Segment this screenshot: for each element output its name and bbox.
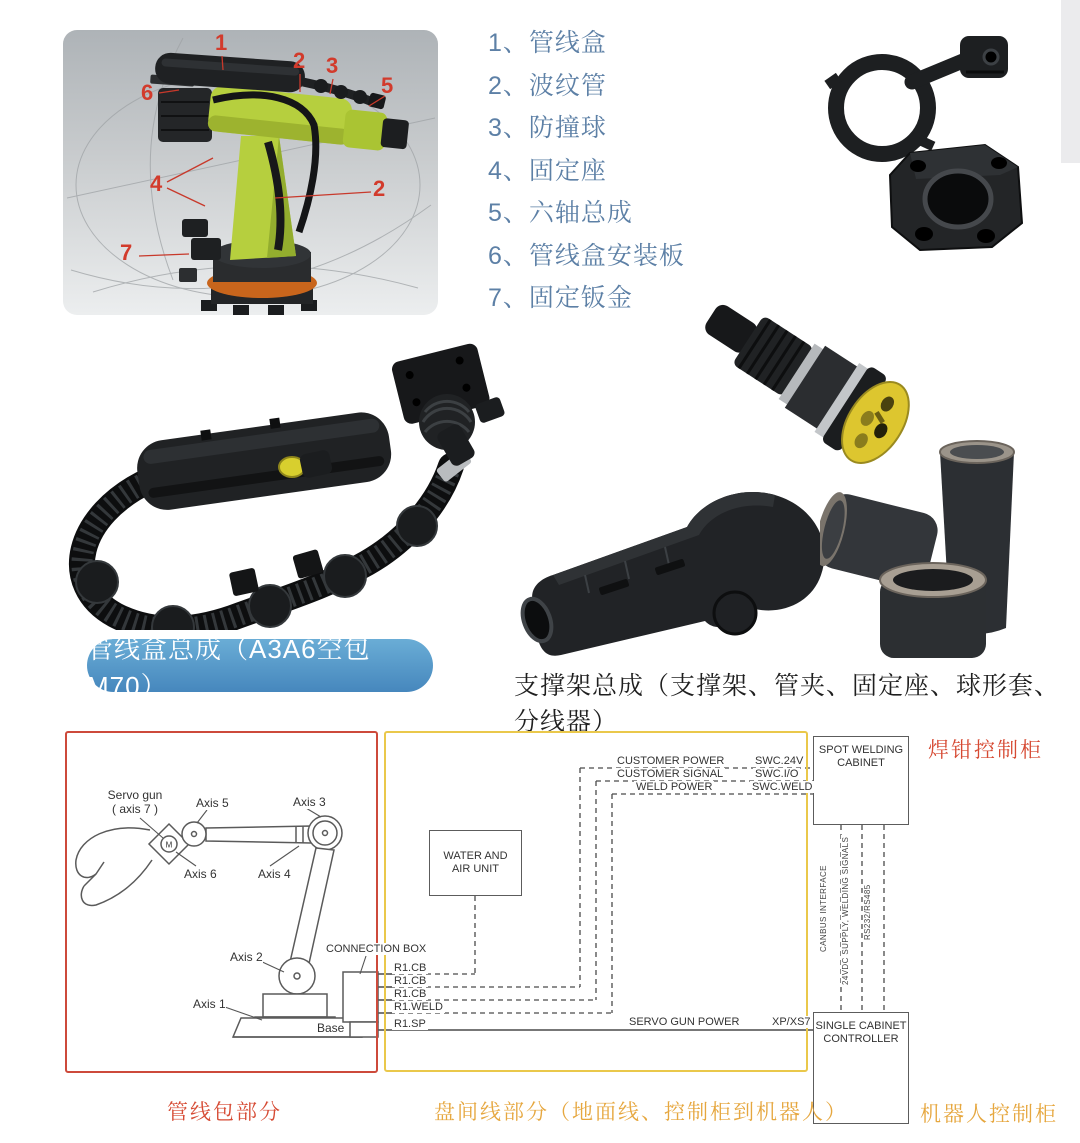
- connection-box-label: CONNECTION BOX: [326, 943, 427, 955]
- base-label: Base: [317, 1021, 345, 1035]
- motor-symbol: M: [165, 840, 173, 850]
- photo-support-bracket-assembly: [515, 455, 845, 665]
- callout-1: 1: [215, 30, 228, 55]
- servo-gun-line2: ( axis 7 ): [111, 802, 158, 816]
- caption-robot-cabinet: 机器人控制柜: [920, 1103, 1058, 1126]
- cable-code-swcio: SWC.I/O: [755, 768, 799, 780]
- parts-list: [488, 22, 788, 320]
- servo-gun-power-label: SERVO GUN POWER: [629, 1016, 740, 1028]
- cable-code-swcweld: SWC.WELD: [752, 781, 813, 793]
- photo-clamp-block: [880, 135, 1030, 260]
- page-edge-strip: [1061, 0, 1080, 163]
- axis6-label: Axis 6: [184, 867, 217, 881]
- xpxs7-label: XP/XS7: [772, 1016, 811, 1028]
- parts-list-item: 4、固定座: [488, 156, 607, 185]
- cable-name-customer-power: CUSTOMER POWER: [617, 755, 725, 767]
- parts-list-item: 7、固定钣金: [488, 284, 633, 312]
- cable-name-customer-signal: CUSTOMER SIGNAL: [617, 768, 724, 780]
- r1cb-label-1: R1.CB: [394, 962, 427, 974]
- r1cb-label-2: R1.CB: [394, 975, 427, 987]
- canbus-interface-label: CANBUS INTERFACE: [819, 865, 828, 952]
- axis3-label: Axis 3: [293, 795, 326, 809]
- 24vdc-supply-label: 24VDC SUPPLY, WELDING SIGNALS: [841, 836, 850, 985]
- servo-gun-line1: Servo gun: [107, 788, 163, 802]
- callout-2: 2: [293, 48, 306, 73]
- callout-4: 4: [150, 171, 163, 196]
- parts-list-item: 1、管线盒: [488, 29, 607, 57]
- axis1-label: Axis 1: [193, 997, 226, 1011]
- callout-2b: 2: [373, 176, 386, 201]
- caption-weld-gun-cabinet: 焊钳控制柜: [928, 739, 1043, 762]
- caption-dresspack-section: 管线包部分: [167, 1101, 282, 1124]
- r1sp-label: R1.SP: [394, 1018, 426, 1030]
- callout-3: 3: [326, 53, 339, 78]
- servo-gun-label: [98, 788, 172, 816]
- parts-list-item: 6、管线盒安装板: [488, 241, 685, 270]
- axis2-label: Axis 2: [230, 950, 263, 964]
- photo-dresspack-assembly: [45, 330, 525, 630]
- axis4-label: Axis 4: [258, 867, 291, 881]
- spot-welding-cabinet-label: SPOT WELDING: [818, 744, 904, 756]
- cable-code-swc24v: SWC.24V: [755, 755, 804, 767]
- caption-interpanel-section: 盘间线部分（地面线、控制柜到机器人）: [434, 1101, 848, 1124]
- spot-welding-cabinet-label: CABINET: [837, 757, 885, 769]
- r1cb-label-3: R1.CB: [394, 988, 427, 1000]
- support-assembly-caption: 支撑架总成（支撑架、管夹、固定座、球形套、分线器）: [514, 672, 1061, 736]
- callout-7: 7: [120, 240, 133, 265]
- photo-sleeve-parts: [820, 430, 1035, 665]
- water-air-unit-label: WATER AND: [443, 850, 508, 862]
- water-air-unit-label: AIR UNIT: [451, 863, 500, 875]
- rs232-rs485-label: RS232/RS485: [863, 884, 872, 940]
- parts-list-item: 5、六轴总成: [488, 199, 633, 227]
- assembly-pill-label: 管线盒总成（A3A6空包M70）: [87, 639, 433, 692]
- single-cabinet-controller-label: SINGLE CABINET: [815, 1020, 907, 1032]
- water-air-unit-box: [429, 830, 522, 896]
- parts-list-item: 2、波纹管: [488, 71, 607, 100]
- spot-welding-cabinet-box: [813, 736, 909, 825]
- callout-5: 5: [381, 73, 394, 98]
- parts-list-item: 3、防撞球: [488, 114, 607, 142]
- single-cabinet-controller-label: CONTROLLER: [823, 1033, 899, 1045]
- figure-robot-overview: [63, 30, 438, 315]
- axis5-label: Axis 5: [196, 796, 229, 810]
- callout-6: 6: [141, 80, 154, 105]
- diagram-robot-drawing: [70, 735, 390, 1070]
- r1weld-label: R1.WELD: [394, 1001, 443, 1013]
- cable-name-weld-power: WELD POWER: [636, 781, 713, 793]
